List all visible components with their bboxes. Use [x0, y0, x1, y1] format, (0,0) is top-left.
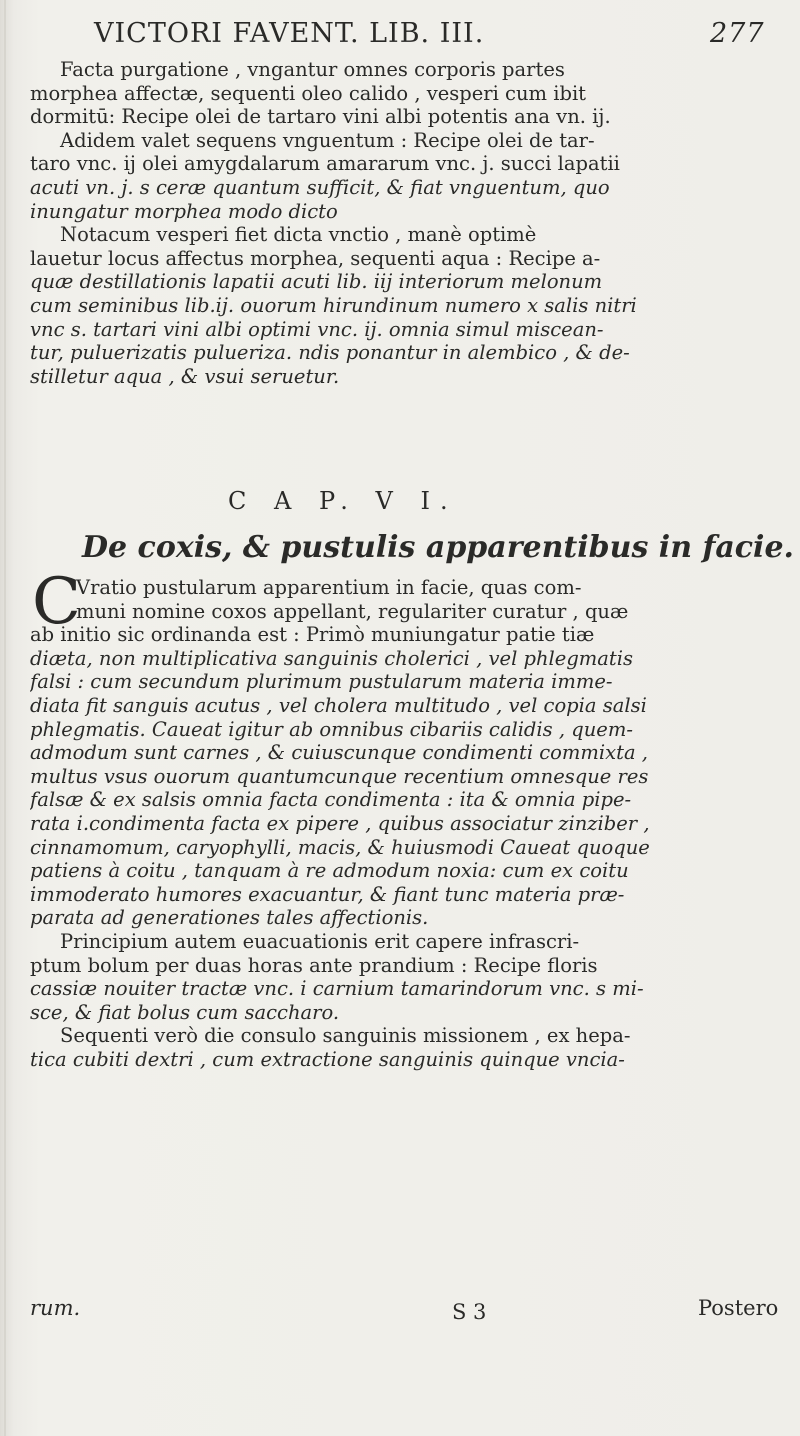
text-line: rata i.condimenta facta ex pipere , quibus associatur zinziber ,	[30, 811, 650, 835]
catchword-line	[30, 1296, 790, 1326]
text-line: muni nomine coxos appellant, regulariter curatur , quæ	[76, 599, 629, 623]
text-line: falsæ & ex salsis omnia facta condimenta : ita & omnia pipe-	[30, 788, 632, 812]
text-line: acuti vn. j. s ceræ quantum sufficit, & fiat vnguentum, quo	[30, 175, 610, 199]
text-line: Adidem valet sequens vnguentum : Recipe olei de tar-	[60, 128, 595, 152]
text-line: immoderato humores exacuantur, & fiant tunc materia præ-	[30, 882, 625, 906]
text-line: Vratio pustularum apparentium in facie, quas com-	[76, 576, 582, 599]
paragraph-1	[30, 58, 785, 223]
text-line: dormitū: Recipe olei de tartaro vini albi potentis ana vn. ij.	[30, 105, 611, 129]
text-line: ptum bolum per duas horas ante prandium : Recipe floris	[30, 953, 598, 977]
text-line: Principium autem euacuationis erit capere infrascri-	[60, 929, 580, 953]
running-head-title: VICTORI FAVENT. LIB. III.	[94, 18, 485, 49]
chapter-title: De coxis, & pustulis apparentibus in facie.	[82, 530, 794, 565]
text-line: ab initio sic ordinanda est : Primò muniungatur patie tiæ	[30, 623, 595, 647]
text-line: falsi : cum secundum plurimum pustularum materia imme-	[30, 670, 613, 694]
chapter-body	[30, 565, 785, 1071]
catchword: Postero	[698, 1296, 779, 1320]
text-line: tur, puluerizatis pulueriza. ndis ponantur in alembico , & de-	[30, 341, 630, 365]
chapter-paragraph-1	[30, 576, 785, 930]
text-line: morphea affectæ, sequenti oleo calido , vesperi cum ibit	[30, 81, 587, 105]
text-line: phlegmatis. Caueat igitur ab omnibus cibariis calidis , quem-	[30, 717, 633, 741]
text-line: parata ad generationes tales affectionis.	[30, 906, 429, 930]
text-line: patiens à coitu , tanquam à re admodum noxia: cum ex coitu	[30, 859, 629, 883]
text-line: admodum sunt carnes , & cuiuscunque condimenti commixta ,	[30, 741, 648, 765]
text-line: cassiæ nouiter tractæ vnc. i carnium tamarindorum vnc. s mi-	[30, 977, 644, 1001]
text-line: Sequenti verò die consulo sanguinis missionem , ex hepa-	[60, 1024, 631, 1048]
page-number: 277	[710, 18, 765, 49]
text-line: cum seminibus lib.ij. ouorum hirundinum numero x salis nitri	[30, 293, 637, 317]
text-line: Notacum vesperi fiet dicta vnctio , manè optimè	[60, 223, 537, 247]
text-line: stilletur aqua , & vsui seruetur.	[30, 364, 340, 388]
chapter-paragraph-2	[30, 930, 785, 1072]
last-word: rum.	[30, 1296, 81, 1320]
text-line: diæta, non multiplicativa sanguinis cholerici , vel phlegmatis	[30, 646, 634, 670]
text-line: vnc s. tartari vini albi optimi vnc. ij. omnia simul miscean-	[30, 317, 604, 341]
text-line: cinnamomum, caryophylli, macis, & huiusmodi Caueat quoque	[30, 835, 650, 859]
text-line: taro vnc. ij olei amygdalarum amararum vnc. j. succi lapatii	[30, 152, 620, 176]
body-text	[30, 58, 785, 388]
drop-cap: C	[32, 565, 81, 639]
text-line: inungatur morphea modo dicto	[30, 199, 338, 223]
page-gutter-shadow	[4, 0, 6, 1436]
paragraph-2	[30, 223, 785, 388]
text-line: multus vsus ouorum quantumcunque recentium omnesque res	[30, 764, 649, 788]
text-line: quæ destillationis lapatii acuti lib. iij interiorum melonum	[30, 270, 603, 294]
signature-mark: S 3	[452, 1300, 487, 1324]
text-line: sce, & fiat bolus cum saccharo.	[30, 1000, 340, 1024]
text-line: diata fit sanguis acutus , vel cholera multitudo , vel copia salsi	[30, 693, 647, 717]
text-line: Facta purgatione , vngantur omnes corporis partes	[60, 58, 565, 81]
text-line: lauetur locus affectus morphea, sequenti aqua : Recipe a-	[30, 246, 601, 270]
chapter-label: C A P. V I.	[228, 487, 458, 515]
text-line: tica cubiti dextri , cum extractione sanguinis quinque vncia-	[30, 1047, 625, 1071]
